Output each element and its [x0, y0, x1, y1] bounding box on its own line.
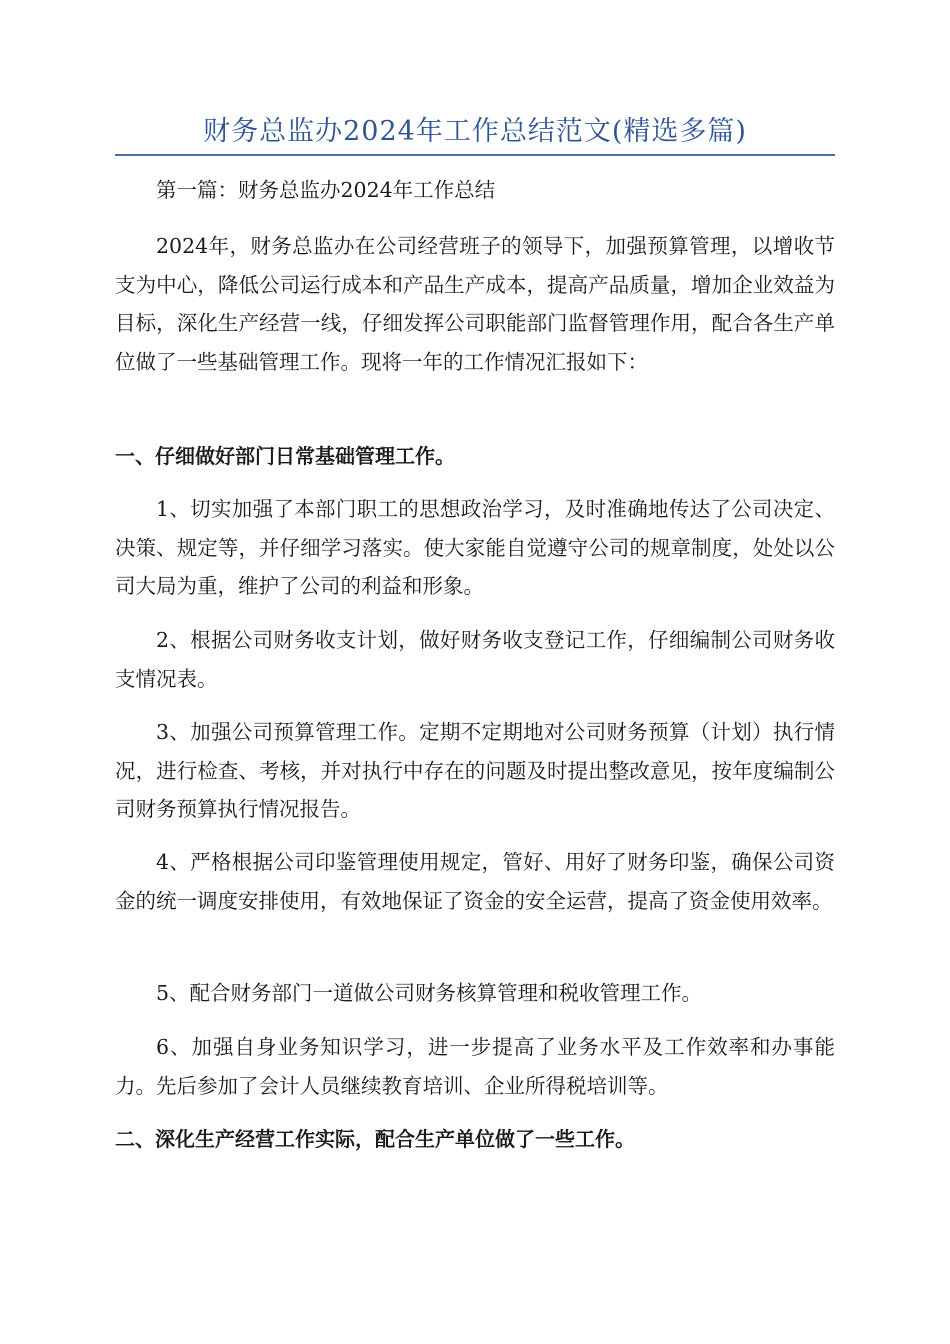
- document-title: 财务总监办2024年工作总结范文(精选多篇): [203, 116, 747, 147]
- list-item-6: 6、加强自身业务知识学习，进一步提高了业务水平及工作效率和办事能力。先后参加了会计人员继续教育培训、企业所得税培训等。: [115, 1035, 835, 1098]
- intro-paragraph: 2024年，财务总监办在公司经营班子的领导下，加强预算管理，以增收节支为中心，降低公司运行成本和产品生产成本，提高产品质量，增加企业效益为目标，深化生产经营一线，仔细发挥公司职能部门监督管理作用，配合各生产单位做了一些基础管理工作。现将一年的工作情况汇报如下：: [115, 234, 835, 374]
- list-item-5: 5、配合财务部门一道做公司财务核算管理和税收管理工作。: [156, 981, 703, 1005]
- subtitle: 第一篇：财务总监办2024年工作总结: [156, 178, 496, 202]
- section-heading-2: 二、深化生产经营工作实际，配合生产单位做了一些工作。: [115, 1127, 635, 1151]
- list-item-3: 3、加强公司预算管理工作。定期不定期地对公司财务预算（计划）执行情况，进行检查、考核，并对执行中存在的问题及时提出整改意见，按年度编制公司财务预算执行情况报告。: [115, 720, 835, 821]
- document-page: [115, 0, 835, 1344]
- section-heading-1: 一、仔细做好部门日常基础管理工作。: [115, 444, 455, 468]
- list-item-4: 4、严格根据公司印鉴管理使用规定，管好、用好了财务印鉴，确保公司资金的统一调度安排使用，有效地保证了资金的安全运营，提高了资金使用效率。: [115, 850, 835, 913]
- list-item-1: 1、切实加强了本部门职工的思想政治学习，及时准确地传达了公司决定、决策、规定等，并仔细学习落实。使大家能自觉遵守公司的规章制度，处处以公司大局为重，维护了公司的利益和形象。: [115, 497, 835, 598]
- list-item-2: 2、根据公司财务收支计划，做好财务收支登记工作，仔细编制公司财务收支情况表。: [115, 628, 835, 691]
- title-underline: [115, 154, 835, 156]
